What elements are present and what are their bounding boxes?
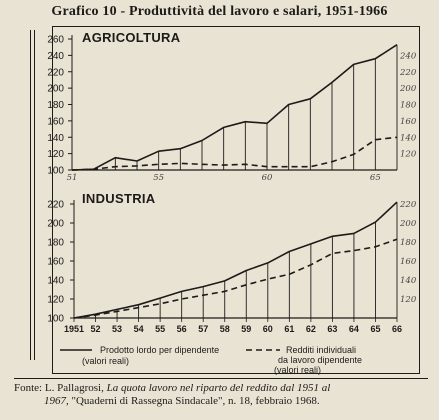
industria-y-tick-label: 160 — [47, 256, 64, 268]
industria-y-tick-label: 100 — [47, 313, 64, 325]
agricoltura-x-tick-label: 55 — [153, 173, 165, 183]
agricoltura-right-annotation: 160 — [400, 116, 417, 127]
industria-x-tick-label: 56 — [176, 324, 187, 334]
agricoltura-right-annotation: 140 — [400, 133, 417, 144]
agricoltura-y-tick-label: 220 — [47, 67, 64, 79]
industria-x-tick-label: 61 — [284, 324, 295, 334]
industria-right-annotation: 200 — [400, 219, 417, 229]
legend-dashed-label-1: Redditi individuali — [286, 345, 357, 355]
agricoltura-y-tick-label: 100 — [47, 165, 64, 177]
agricoltura-right-annotation: 180 — [400, 100, 417, 111]
industria-x-tick-label: 53 — [112, 324, 123, 334]
industria-x-tick-label: 66 — [391, 324, 403, 334]
legend-solid-label-2: (valori reali) — [82, 356, 130, 366]
panel-title-industria: INDUSTRIA — [82, 191, 156, 206]
source-note — [14, 382, 428, 408]
industria-y-tick-label: 220 — [47, 199, 64, 211]
figure-title: Grafico 10 - Produttività del lavoro e salari, 1951-1966 — [51, 4, 388, 19]
source-divider — [14, 378, 428, 379]
industria-series-redditi-line — [74, 239, 397, 318]
legend-dashed-label-2: da lavoro dipendente — [278, 355, 363, 365]
agricoltura-y-tick-label: 120 — [47, 149, 64, 161]
agricoltura-y-tick-label: 180 — [47, 100, 64, 111]
industria-y-tick-label: 120 — [47, 294, 64, 306]
agricoltura-x-tick-label: 60 — [261, 173, 273, 183]
agricoltura-right-annotation: 220 — [400, 67, 417, 78]
agricoltura-x-tick-label: 65 — [369, 173, 381, 183]
agricoltura-y-tick-label: 200 — [47, 83, 64, 95]
legend-dashed-label-3: (valori reali) — [274, 365, 322, 375]
industria-y-tick-label: 200 — [47, 218, 64, 230]
agricoltura-right-annotation: 120 — [400, 149, 417, 160]
industria-x-tick-label: 59 — [241, 324, 252, 334]
industria-y-tick-label: 180 — [47, 237, 64, 249]
industria-right-annotation: 120 — [400, 295, 417, 305]
industria-right-annotation: 140 — [400, 276, 417, 286]
agricoltura-y-tick-label: 140 — [47, 132, 64, 144]
industria-x-tick-label: 65 — [370, 324, 381, 334]
industria-right-annotation: 180 — [400, 238, 417, 248]
industria-x-tick-label: 54 — [133, 324, 144, 334]
source-title-part1: La quota lavoro nel riparto del reddito dal 1951 al — [106, 382, 331, 394]
industria-x-tick-label: 62 — [305, 324, 316, 334]
industria-x-tick-label: 64 — [348, 324, 359, 334]
industria-x-tick-label: 58 — [219, 324, 230, 334]
industria-x-tick-label: 63 — [327, 324, 338, 334]
agricoltura-right-annotation: 200 — [400, 84, 417, 95]
source-suffix: , "Quaderni di Rassegna Sindacale", n. 18, febbraio 1968. — [66, 395, 320, 407]
industria-right-annotation: 220 — [400, 200, 417, 210]
source-prefix: Fonte: L. Pallagrosi, — [14, 382, 107, 394]
legend-solid-label-1: Prodotto lordo per dipendente — [100, 345, 220, 355]
agricoltura-right-annotation: 240 — [400, 51, 417, 62]
industria-series-prodotto-line — [74, 202, 397, 318]
industria-x-tick-label: 1951 — [63, 324, 85, 334]
source-line-1 — [14, 382, 428, 395]
agricoltura-y-tick-label: 260 — [47, 34, 64, 46]
agricoltura-x-tick-label: 51 — [66, 173, 78, 183]
source-title-part2: 1967 — [44, 395, 66, 407]
industria-y-tick-label: 140 — [47, 275, 64, 287]
agricoltura-series-prodotto-line — [72, 45, 397, 170]
source-line-2 — [14, 395, 428, 408]
agricoltura-y-tick-label: 160 — [47, 116, 64, 128]
industria-x-tick-label: 60 — [262, 324, 273, 334]
industria-x-tick-label: 55 — [155, 324, 166, 334]
industria-x-tick-label: 57 — [198, 324, 209, 334]
agricoltura-series-redditi-line — [72, 137, 397, 170]
industria-right-annotation: 160 — [400, 257, 417, 267]
agricoltura-y-tick-label: 240 — [47, 50, 64, 62]
panel-title-agricoltura: AGRICOLTURA — [82, 30, 181, 45]
industria-x-tick-label: 52 — [90, 324, 101, 334]
